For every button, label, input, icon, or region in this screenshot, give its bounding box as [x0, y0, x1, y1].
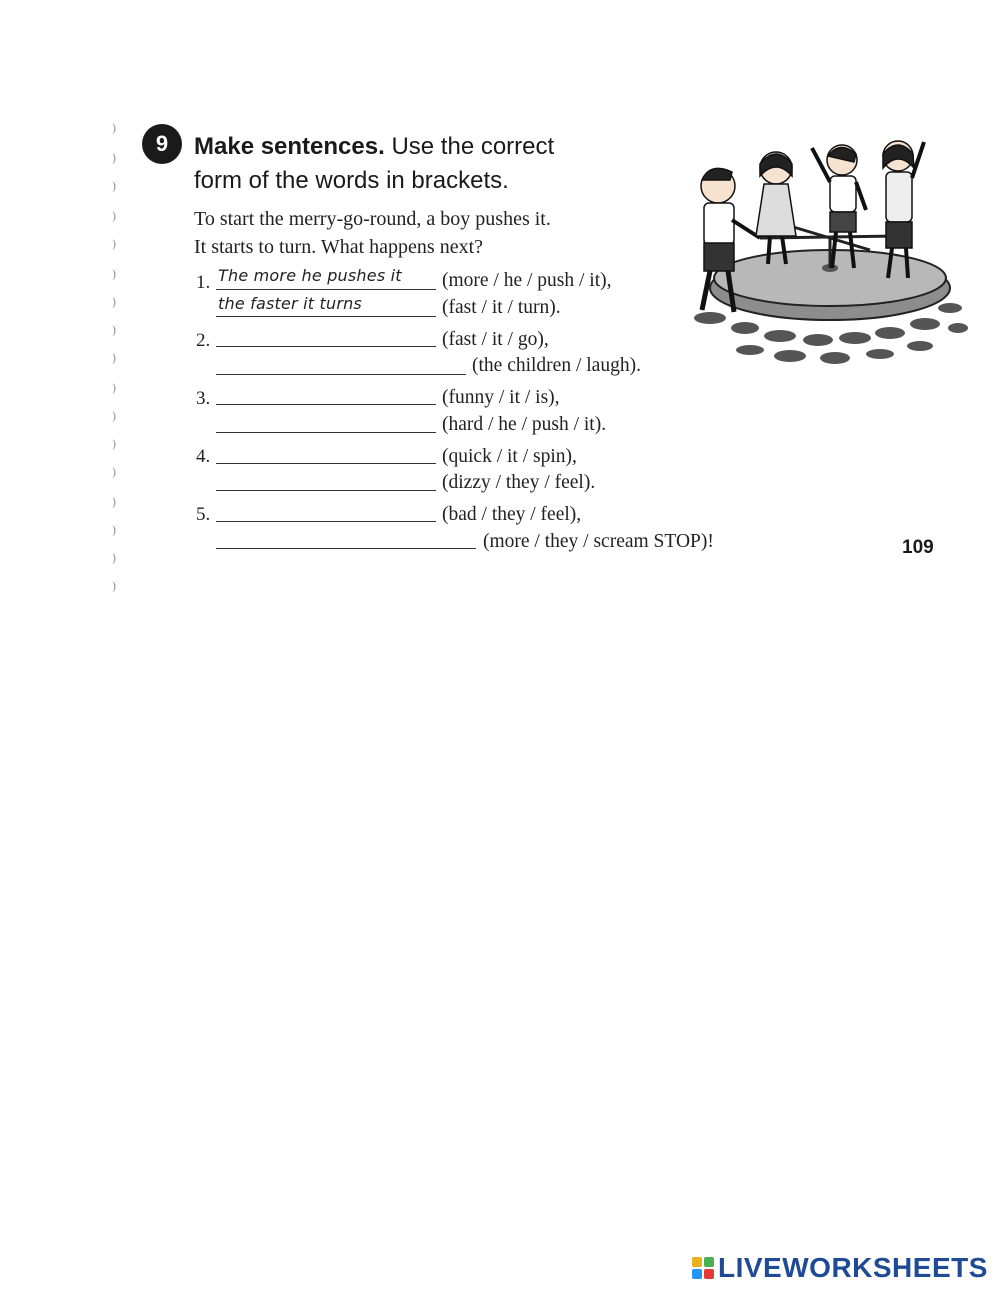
- heading-line-2: form of the words in brackets.: [194, 167, 509, 194]
- item-4-hint-2: (dizzy / they / feel).: [442, 472, 596, 493]
- item-1-answer-2[interactable]: the faster it turns: [218, 294, 362, 313]
- item-4-number: 4.: [196, 446, 211, 467]
- item-1-blank-1[interactable]: [216, 289, 436, 290]
- girl-icon: [756, 152, 796, 264]
- item-5-hint-2: (more / they / scream STOP)!: [483, 531, 714, 552]
- item-2-hint-2: (the children / laugh).: [472, 355, 641, 376]
- heading-rest: Use the correct: [384, 133, 555, 160]
- item-4-hint-1: (quick / it / spin),: [442, 446, 577, 467]
- item-2-number: 2.: [196, 330, 211, 351]
- binding-margin-marks: ) ) ) ) ) ) ) ) ) ) ) ) ) ) ) ) ): [112, 122, 117, 593]
- item-3-blank-1[interactable]: [216, 404, 436, 405]
- item-3-number: 3.: [196, 388, 211, 409]
- intro-line-1: To start the merry-go-round, a boy pushes it.: [194, 208, 551, 230]
- item-3-hint-2: (hard / he / push / it).: [442, 414, 607, 435]
- item-2-blank-2[interactable]: [216, 374, 466, 375]
- liveworksheets-logo-icon: [692, 1257, 714, 1279]
- item-3-blank-2[interactable]: [216, 432, 436, 433]
- item-3-hint-1: (funny / it / is),: [442, 387, 560, 408]
- liveworksheets-brand: [692, 1252, 988, 1284]
- item-5-blank-2[interactable]: [216, 548, 476, 549]
- item-4-blank-1[interactable]: [216, 463, 436, 464]
- item-1-answer-1[interactable]: The more he pushes it: [218, 266, 402, 285]
- item-1-hint-1: (more / he / push / it),: [442, 270, 612, 291]
- exercise-heading: [194, 130, 634, 198]
- item-5-hint-1: (bad / they / feel),: [442, 504, 582, 525]
- item-1-blank-2[interactable]: [216, 316, 436, 317]
- item-2-hint-1: (fast / it / go),: [442, 329, 549, 350]
- heading-bold: Make sentences.: [194, 133, 385, 160]
- exercise-intro: [194, 205, 634, 261]
- item-1-number: 1.: [196, 272, 211, 293]
- page-number: 109: [902, 537, 934, 558]
- item-4-blank-2[interactable]: [216, 490, 436, 491]
- children-merry-go-round-illustration: [640, 128, 970, 378]
- exercise-number-badge: 9: [142, 124, 182, 164]
- intro-line-2: It starts to turn. What happens next?: [194, 236, 484, 258]
- item-1-hint-2: (fast / it / turn).: [442, 297, 561, 318]
- brand-text: LIVEWORKSHEETS: [718, 1252, 988, 1283]
- item-2-blank-1[interactable]: [216, 346, 436, 347]
- item-5-number: 5.: [196, 504, 211, 525]
- item-5-blank-1[interactable]: [216, 521, 436, 522]
